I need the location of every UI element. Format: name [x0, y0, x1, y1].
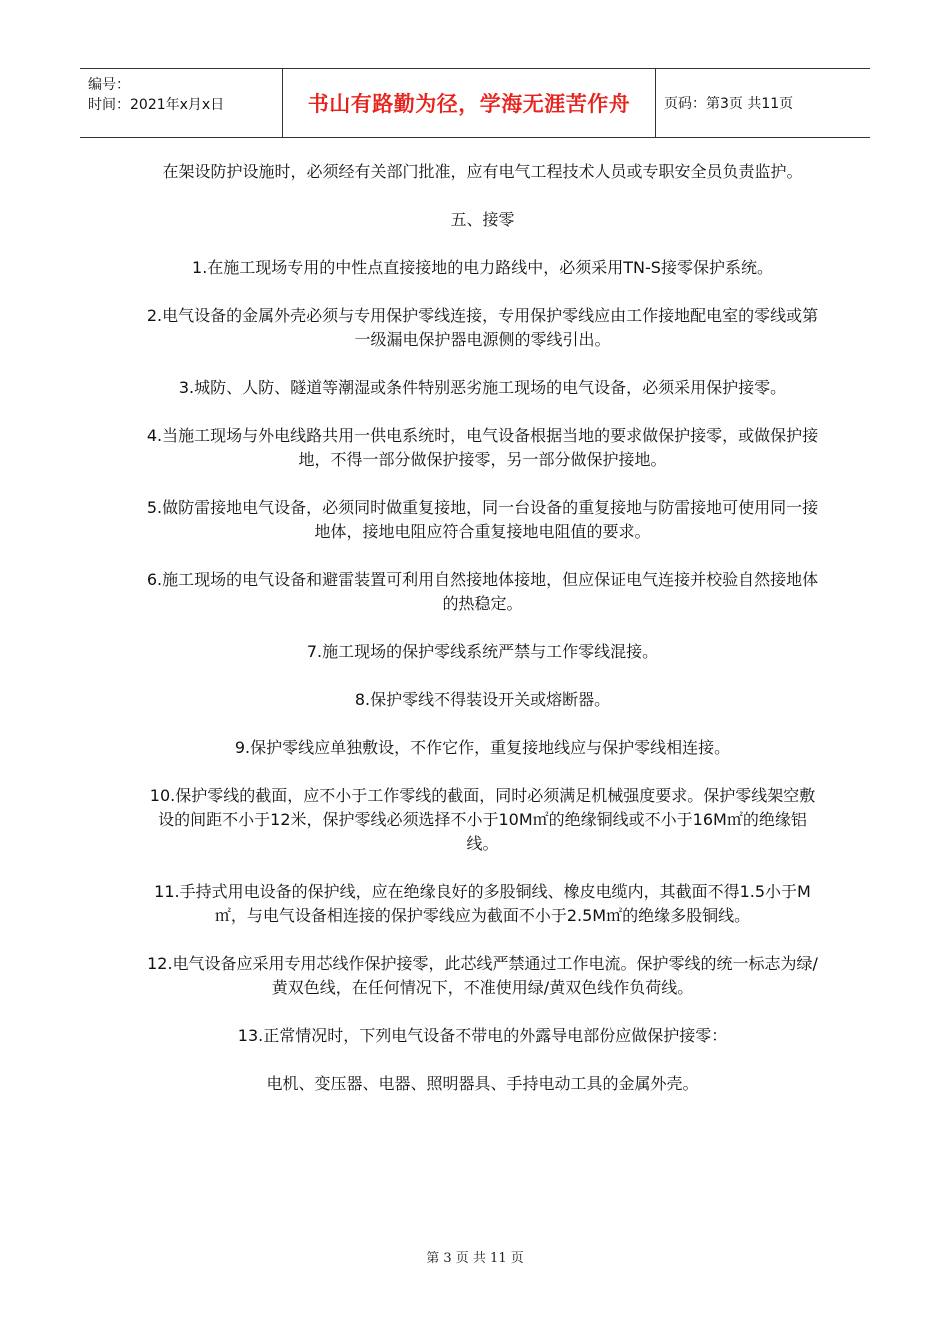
paragraph-item-4: 4.当施工现场与外电线路共用一供电系统时，电气设备根据当地的要求做保护接零，或做保护接地，不得一部分做保护接零，另一部分做保护接地。 — [146, 426, 819, 469]
header-motto: 书山有路勤为径，学海无涯苦作舟 — [283, 69, 656, 137]
paragraph-item-5: 5.做防雷接地电气设备，必须同时做重复接地，同一台设备的重复接地与防雷接地可使用同一接地体，接地电阻应符合重复接地电阻值的要求。 — [146, 498, 819, 541]
page-header — [80, 68, 870, 138]
paragraph-item-2: 2.电气设备的金属外壳必须与专用保护零线连接，专用保护零线应由工作接地配电室的零线或第一级漏电保护器电源侧的零线引出。 — [146, 306, 819, 349]
paragraph-item-3: 3.城防、人防、隧道等潮湿或条件特别恶劣施工现场的电气设备，必须采用保护接零。 — [178, 378, 787, 397]
paragraph-item-7: 7.施工现场的保护零线系统严禁与工作零线混接。 — [306, 642, 659, 661]
paragraph-item-6: 6.施工现场的电气设备和避雷装置可利用自然接地体接地，但应保证电气连接并校验自然接地体的热稳定。 — [146, 570, 819, 613]
paragraph-item-12: 12.电气设备应采用专用芯线作保护接零，此芯线严禁通过工作电流。保护零线的统一标志为绿/黄双色线，在任何情况下，不准使用绿/黄双色线作负荷线。 — [147, 954, 818, 997]
document-body — [145, 160, 820, 1120]
page-footer: 第 3 页 共 11 页 — [426, 1251, 524, 1266]
paragraph-item-10: 10.保护零线的截面，应不小于工作零线的截面，同时必须满足机械强度要求。保护零线架空敷设的间距不小于12米，保护零线必须选择不小于10M㎡的绝缘铜线或不小于16M㎡的绝缘铝线。 — [149, 786, 816, 853]
date-label: 时间：2021年x月x日 — [88, 97, 225, 113]
paragraph-item-11: 11.手持式用电设备的保护线，应在绝缘良好的多股铜线、橡皮电缆内，其截面不得1.5小于M㎡，与电气设备相连接的保护零线应为截面不小于2.5M㎡的绝缘多股铜线。 — [154, 882, 811, 925]
paragraph-intro: 在架设防护设施时，必须经有关部门批准，应有电气工程技术人员或专职安全员负责监护。 — [162, 162, 803, 181]
paragraph-item-1: 1.在施工现场专用的中性点直接接地的电力路线中，必须采用TN-S接零保护系统。 — [192, 258, 773, 277]
paragraph-item-13: 13.正常情况时，下列电气设备不带电的外露导电部份应做保护接零： — [237, 1026, 728, 1045]
paragraph-item-9: 9.保护零线应单独敷设，不作它作，重复接地线应与保护零线相连接。 — [234, 738, 731, 757]
header-meta — [80, 69, 283, 137]
header-page-info: 页码：第3页 共11页 — [664, 96, 794, 112]
serial-number-label: 编号： — [88, 77, 130, 93]
paragraph-equipment-list: 电机、变压器、电器、照明器具、手持电动工具的金属外壳。 — [266, 1074, 699, 1093]
section-heading: 五、接零 — [450, 210, 515, 229]
paragraph-item-8: 8.保护零线不得装设开关或熔断器。 — [354, 690, 611, 709]
